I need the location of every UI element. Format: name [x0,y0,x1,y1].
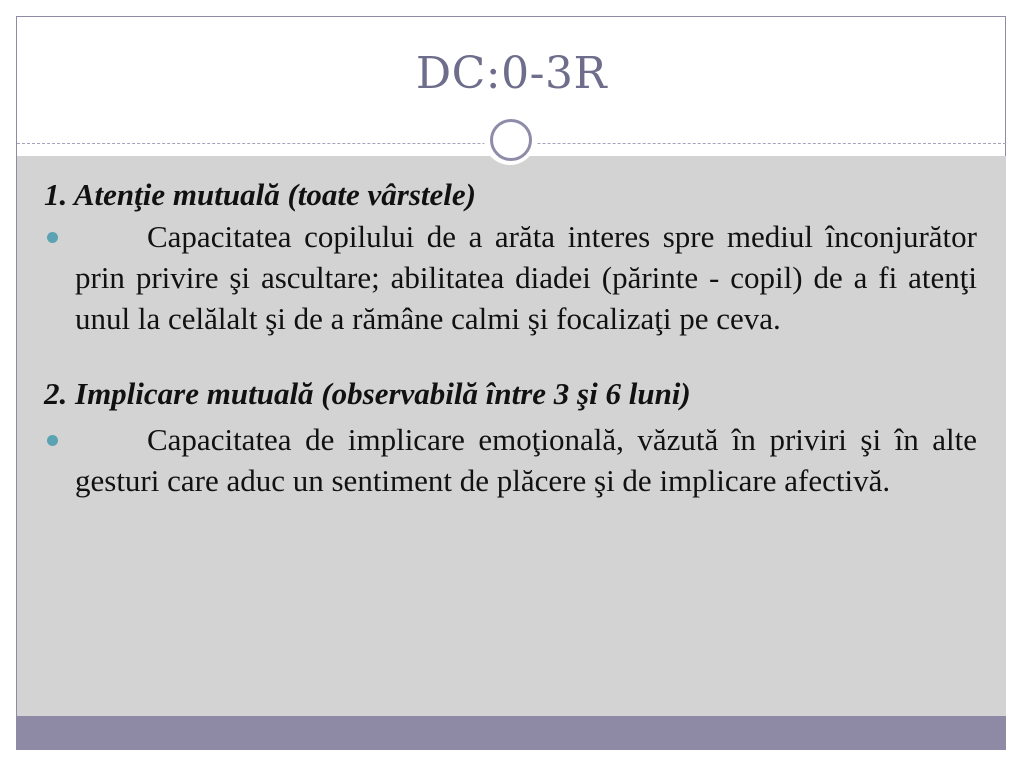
section-heading-2: 2. Implicare mutuală (observabilă între 3 şi 6 luni) [44,376,691,411]
bullet-item-1 [44,216,977,339]
slide-title: DC:0-3R [415,48,608,99]
footer-bar [17,716,1006,750]
bullet-item-2 [44,419,977,501]
bullet-text-1: Capacitatea copilului de a arăta interes spre mediul înconjurător prin privire şi ascultare; abilitatea diadei (părinte - copil) de a fi atenţi unul la celălalt şi de a rămâne calmi şi focalizaţi pe ceva. [75,219,977,336]
bullet-dot-icon [47,232,58,243]
section-heading-1: 1. Atenţie mutuală (toate vârstele) [44,177,476,212]
bullet-text-2: Capacitatea de implicare emoţională, văzută în priviri şi în alte gesturi care aduc un sentiment de plăcere şi de implicare afectivă. [75,422,977,498]
ring-ornament-icon [490,119,532,161]
bullet-dot-icon [47,435,58,446]
slide-body [44,172,977,501]
